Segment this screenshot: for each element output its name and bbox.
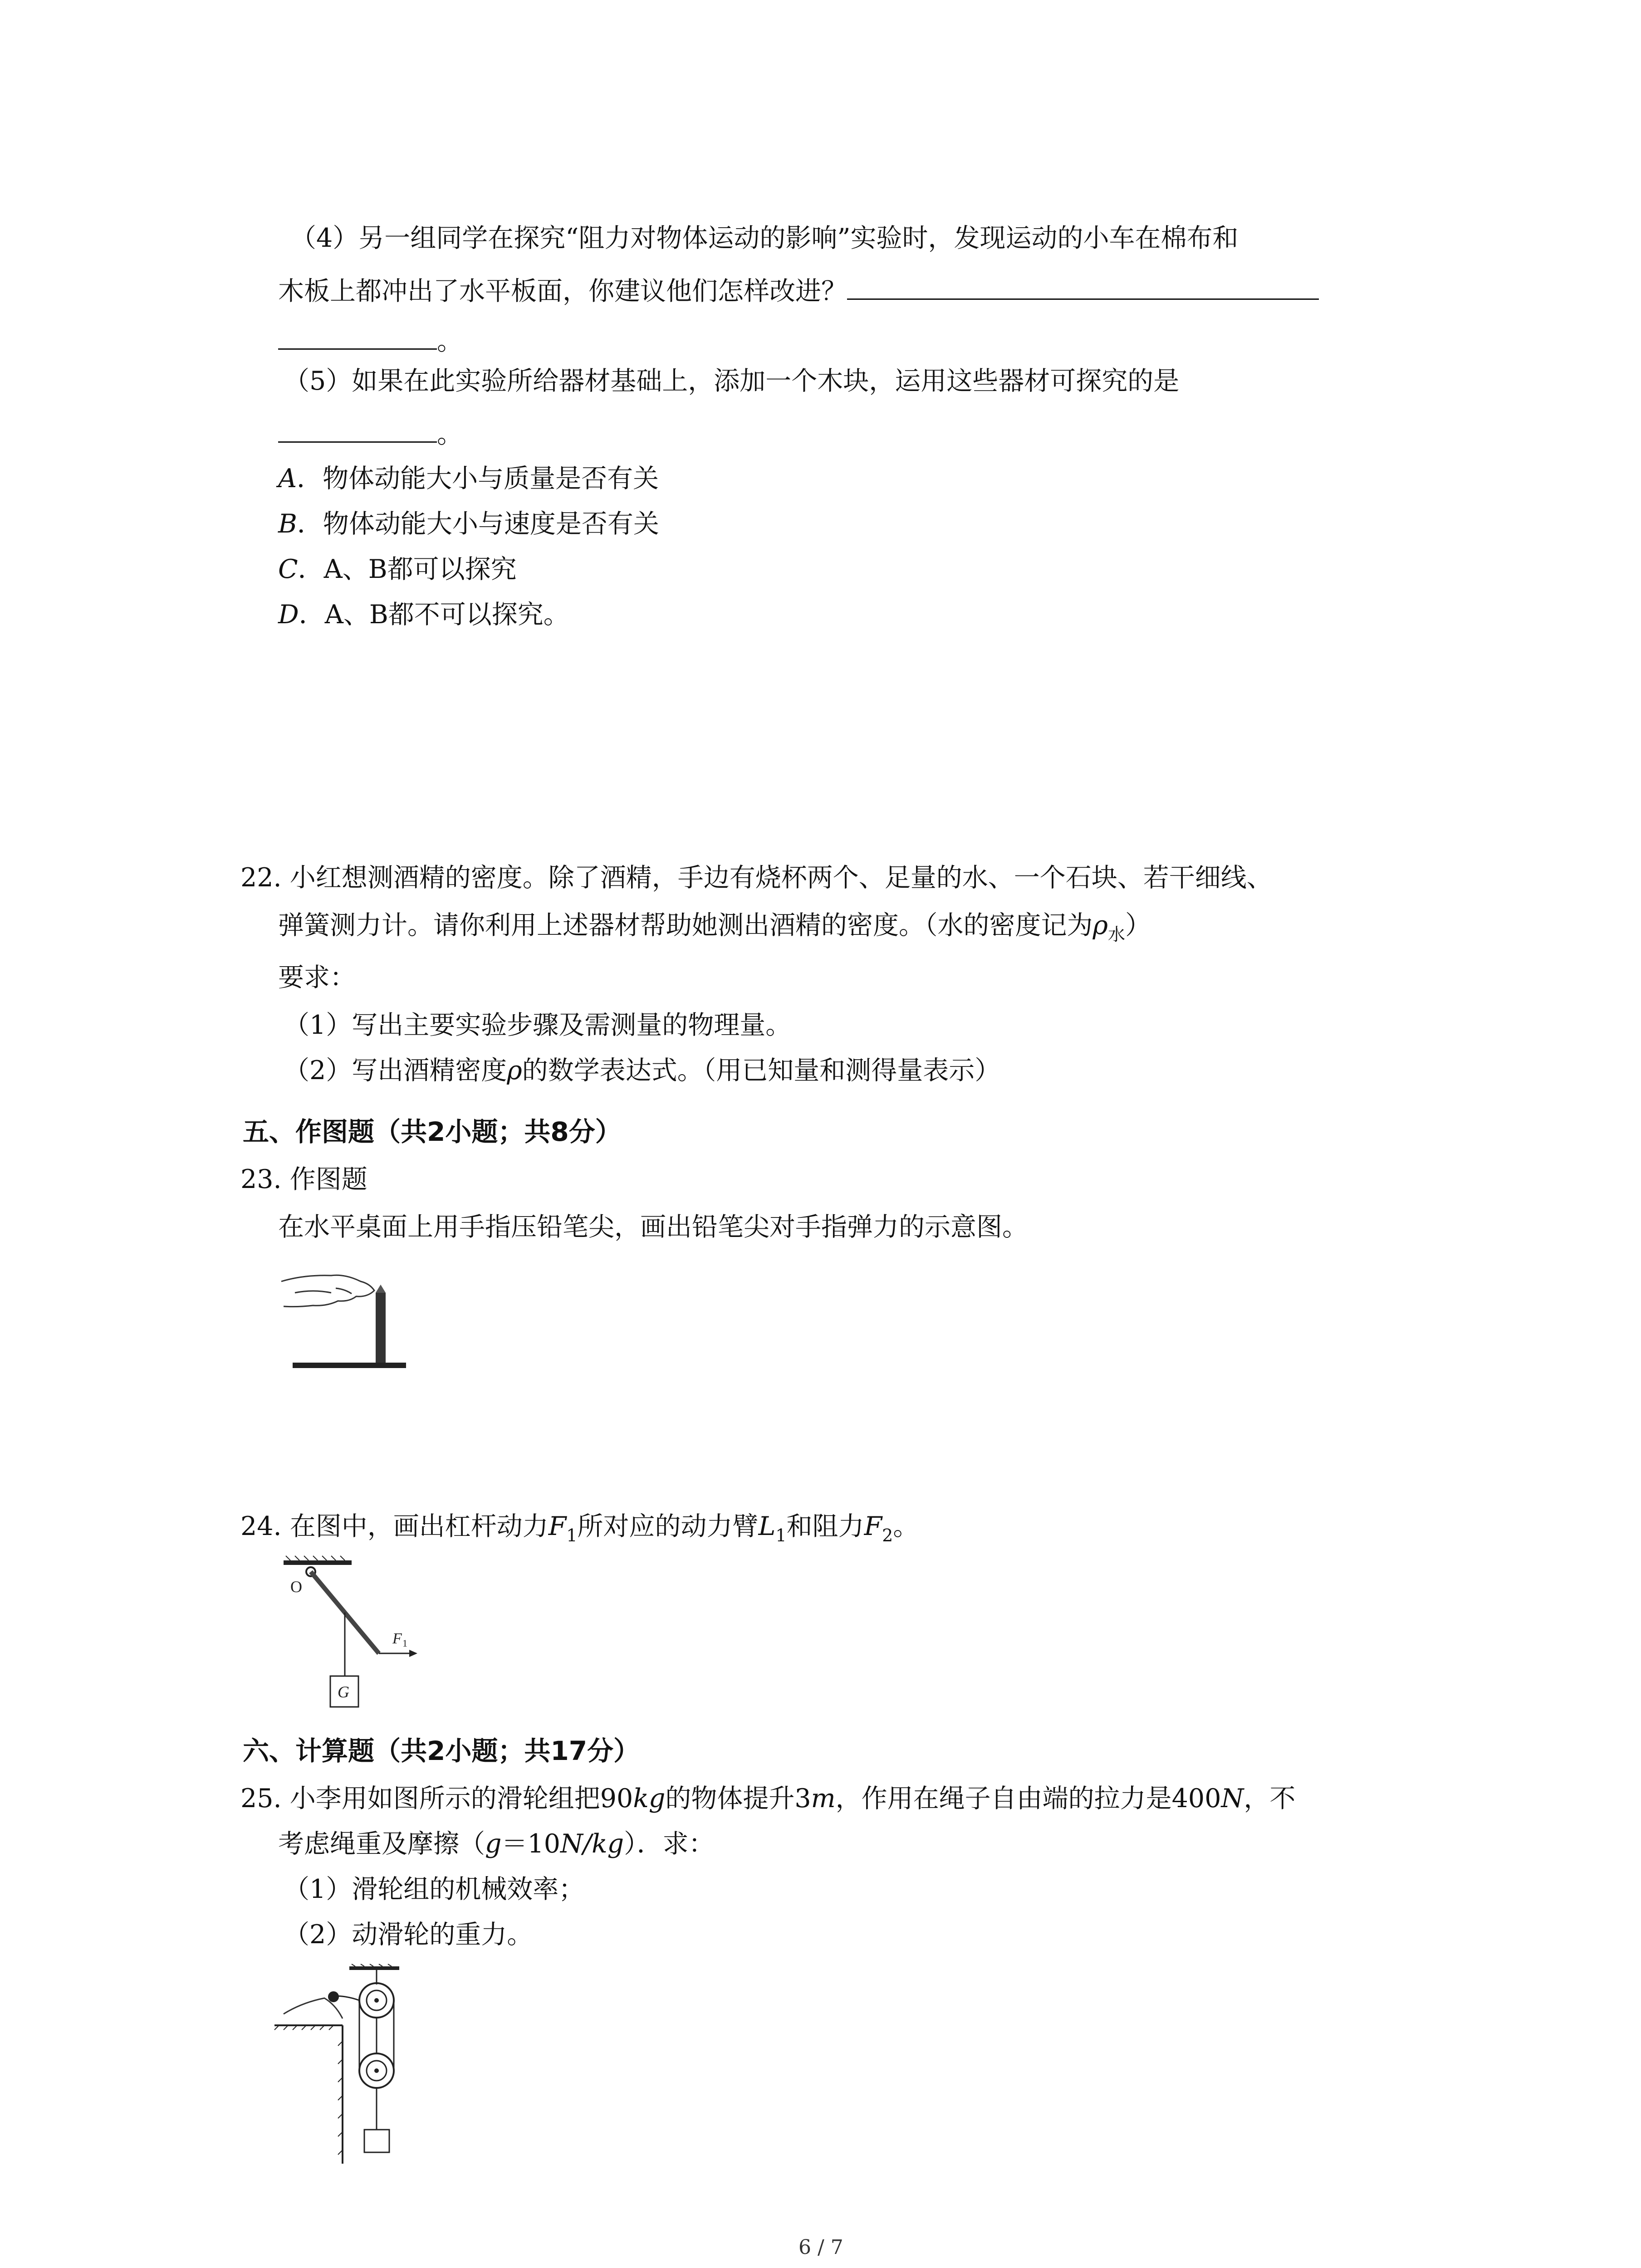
answer-blank[interactable] — [847, 272, 1319, 300]
finger-icon — [281, 1275, 374, 1306]
answer-blank[interactable] — [278, 415, 437, 443]
q23-line1: 23. 作图题 — [240, 1164, 367, 1194]
option-d: D．A、B都不可以探究。 — [278, 600, 569, 630]
q21-part5-line1: （5）如果在此实验所给器材基础上，添加一个木块，运用这些器材可探究的是 — [284, 366, 1180, 396]
q21-part4-line2: 木板上都冲出了水平板面，你建议他们怎样改进？ — [278, 272, 1319, 307]
force-label: F — [392, 1630, 402, 1647]
q22-line2: 弹簧测力计。请你利用上述器材帮助她测出酒精的密度。（水的密度记为$\rho_水$） — [278, 910, 1151, 944]
q24-text: 24. 在图中，画出杠杆动力$F_1$所对应的动力臂$L_1$和阻力$F_2$。 — [240, 1511, 919, 1545]
q25-line2: 考虑绳重及摩擦（g＝10N/kg）．求： — [278, 1829, 715, 1859]
table-surface — [293, 1363, 406, 1368]
force-label-sub: 1 — [402, 1637, 407, 1649]
hand-icon — [328, 1991, 339, 2002]
option-c: C．A、B都可以探究 — [278, 554, 517, 584]
q23-line2: 在水平桌面上用手指压铅笔尖，画出铅笔尖对手指弹力的示意图。 — [278, 1212, 1028, 1242]
pivot-label: O — [290, 1578, 302, 1596]
q24-lever-figure — [277, 1556, 422, 1715]
weight-label: G — [338, 1683, 349, 1701]
q25-line1: 25. 小李用如图所示的滑轮组把90kg的物体提升3m，作用在绳子自由端的拉力是400N，不 — [240, 1784, 1296, 1813]
answer-blank[interactable] — [278, 322, 437, 350]
section-five-heading: 五、作图题（共2小题；共8分） — [243, 1116, 622, 1147]
page-number: 6 / 7 — [798, 2236, 843, 2259]
q23-figure — [277, 1256, 413, 1374]
pencil-icon — [376, 1293, 386, 1364]
q25-req1: （1）滑轮组的机械效率； — [284, 1874, 585, 1904]
q22-req1: （1）写出主要实验步骤及需测量的物理量。 — [284, 1010, 792, 1040]
q25-pulley-figure — [274, 1964, 411, 2168]
q25-req2: （2）动滑轮的重力。 — [284, 1920, 533, 1950]
q21-part4-end: 。 — [278, 322, 463, 357]
q22-requirement: 要求： — [278, 963, 356, 992]
option-b: B．物体动能大小与速度是否有关 — [278, 509, 659, 539]
ceiling — [284, 1560, 352, 1565]
load-block — [364, 2130, 389, 2152]
q22-req2: （2）写出酒精密度ρ的数学表达式。（用已知量和测得量表示） — [284, 1056, 1001, 1085]
q21-part4-line1: （4）另一组同学在探究“阻力对物体运动的影响”实验时，发现运动的小车在棉布和 — [290, 223, 1239, 253]
option-a: A．物体动能大小与质量是否有关 — [278, 464, 659, 494]
q21-part5-end: 。 — [278, 415, 463, 450]
section-six-heading: 六、计算题（共2小题；共17分） — [243, 1735, 640, 1766]
q22-line1: 22. 小红想测酒精的密度。除了酒精，手边有烧杯两个、足量的水、一个石块、若干细线、 — [240, 863, 1273, 893]
